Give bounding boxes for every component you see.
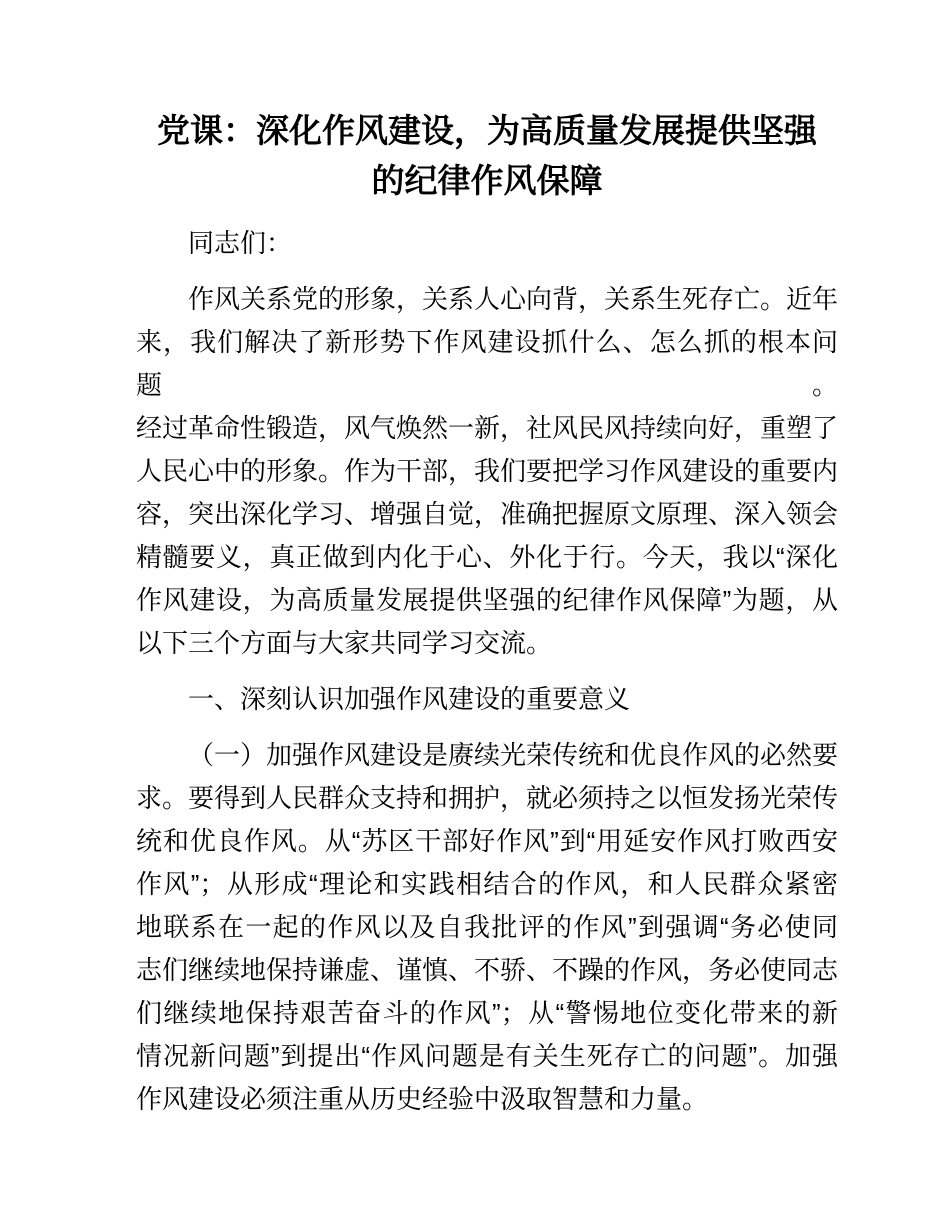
text-line: 作风关系党的形象，关系人心向背，关系生死存亡。近年 [188,284,839,314]
paragraph-intro [136,278,838,665]
salutation: 同志们： [188,228,293,258]
title-line-2: 的纪律作风保障 [371,162,603,199]
text-line: （一）加强作风建设是赓续光荣传统和优良作风的必然要 [188,740,839,770]
section-heading-1: 一、深刻认识加强作风建设的重要意义 [188,684,631,714]
text-line: 精髓要义，真正做到内化于心、外化于行。今天，我以“深化 [136,542,838,572]
text-line: 作风建设，为高质量发展提供坚强的纪律作风保障”为题，从 [136,585,838,615]
text-line: 们继续地保持艰苦奋斗的作风”；从“警惕地位变化带来的新 [136,998,838,1028]
text-line: 统和优良作风。从“苏区干部好作风”到“用延安作风打败西安 [136,826,838,856]
section-heading-1-block [136,678,838,721]
salutation-paragraph [136,222,838,265]
text-line: 容，突出深化学习、增强自觉，准确把握原文原理、深入领会 [136,499,839,529]
text-line: 经过革命性锻造，风气焕然一新，社风民风持续向好，重塑了 [136,413,839,443]
text-line: 人民心中的形象。作为干部，我们要把学习作风建设的重要内 [136,456,839,486]
text-line: 志们继续地保持谦虚、谨慎、不骄、不躁的作风，务必使同志 [136,955,839,985]
title-line-1: 党课：深化作风建设，为高质量发展提供坚强 [157,112,817,149]
text-line: 作风”；从形成“理论和实践相结合的作风，和人民群众紧密 [136,869,838,899]
paragraph-section-1-1 [136,734,838,1121]
text-line: 来，我们解决了新形势下作风建设抓什么、怎么抓的根本问题。 [136,327,838,400]
document-title [136,106,838,206]
text-line: 作风建设必须注重从历史经验中汲取智慧和力量。 [136,1084,709,1114]
text-line: 情况新问题”到提出“作风问题是有关生死存亡的问题”。加强 [136,1041,838,1071]
text-line: 以下三个方面与大家共同学习交流。 [136,628,553,658]
text-line: 地联系在一起的作风以及自我批评的作风”到强调“务必使同 [136,912,838,942]
text-line: 求。要得到人民群众支持和拥护，就必须持之以恒发扬光荣传 [136,783,839,813]
